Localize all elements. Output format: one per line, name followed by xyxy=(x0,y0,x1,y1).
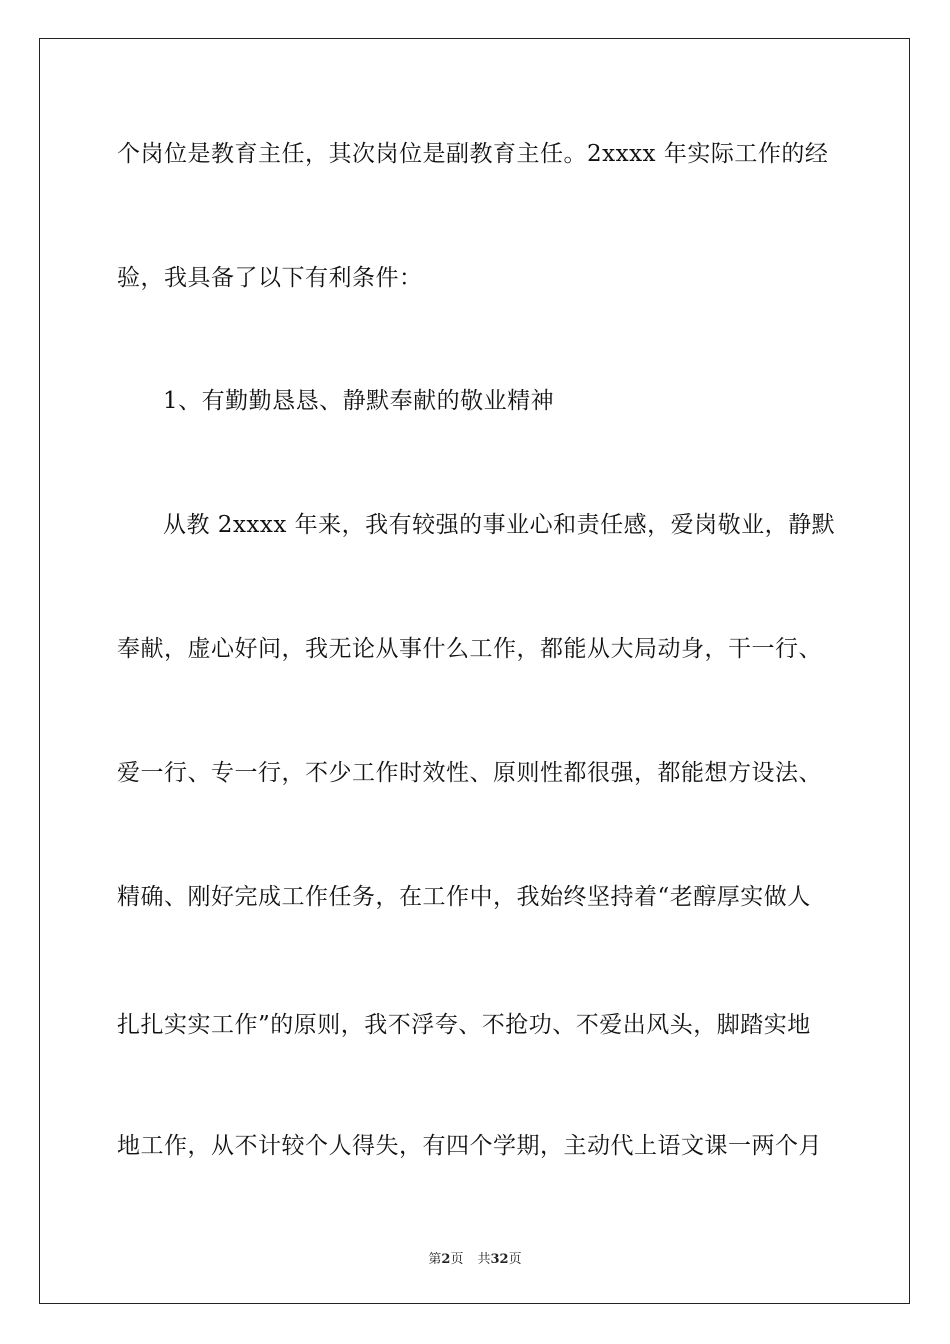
section-heading: 1、有勤勤恳恳、静默奉献的敬业精神 xyxy=(163,388,555,414)
body-text-line-5: 爱一行、专一行，不少工作时效性、原则性都很强，都能想方设法、 xyxy=(117,760,822,786)
footer-total-unit: 页 xyxy=(508,1252,522,1267)
body-text-line-3: 从教 2xxxx 年来，我有较强的事业心和责任感，爱岗敬业，静默 xyxy=(163,512,836,538)
body-text-line-8: 地工作，从不计较个人得失，有四个学期，主动代上语文课一两个月 xyxy=(117,1133,822,1159)
footer-page-prefix: 第 xyxy=(428,1252,442,1267)
body-text-line-6: 精确、刚好完成工作任务，在工作中，我始终坚持着“老醇厚实做人 xyxy=(117,884,811,910)
page-border xyxy=(39,38,910,1304)
body-text-line-7: 扎扎实实工作”的原则，我不浮夸、不抢功、不爱出风头，脚踏实地 xyxy=(117,1012,811,1038)
page-footer xyxy=(0,1248,950,1267)
footer-page-unit: 页 xyxy=(450,1252,464,1267)
body-text-line-4: 奉献，虚心好问，我无论从事什么工作，都能从大局动身，干一行、 xyxy=(117,636,822,662)
footer-page-total: 32 xyxy=(490,1252,509,1267)
body-text-line-1: 个岗位是教育主任，其次岗位是副教育主任。2xxxx 年实际工作的经 xyxy=(117,141,829,167)
footer-page-current: 2 xyxy=(441,1252,451,1267)
footer-total-prefix: 共 xyxy=(477,1252,491,1267)
body-text-line-2: 验，我具备了以下有利条件： xyxy=(117,265,423,291)
